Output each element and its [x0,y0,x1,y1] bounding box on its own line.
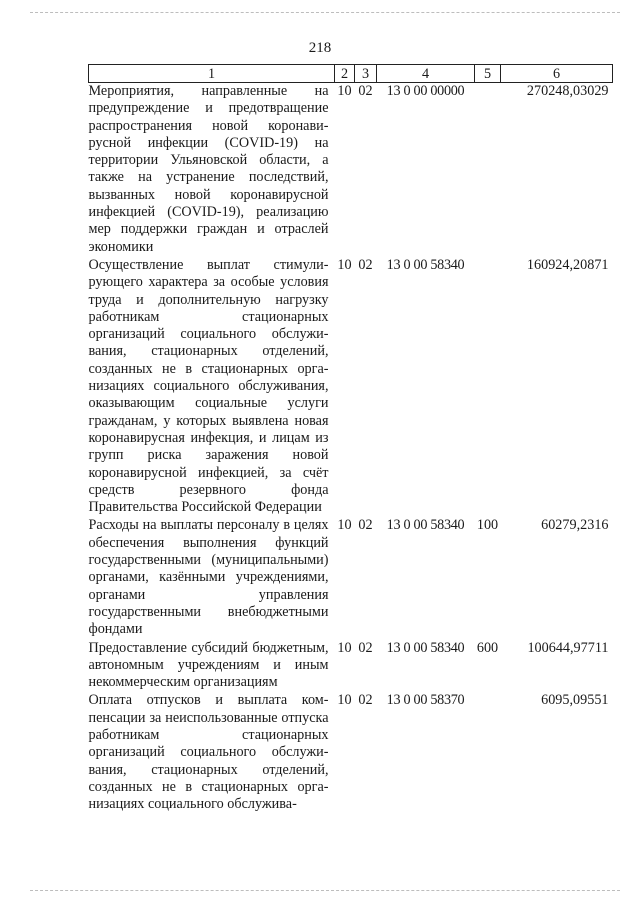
subsection-code: 02 [358,83,373,99]
amount: 6095,09551 [541,692,609,709]
subsection-code: 02 [358,692,373,709]
table-row [89,517,613,639]
column-header: 5 [475,65,501,83]
page-number: 218 [308,40,332,56]
scan-edge-top [30,12,620,13]
expense-type-code [475,83,501,257]
scan-edge-bottom [30,890,620,891]
amount: 270248,03029 [526,83,609,99]
expense-name: Осуществление выплат стимулирующего характера за особые условия труда и дополнительную нагрузку работникам стационарных организаций социального обслуживания, стационарных отделений, созданных не в стационарных организациях социального обслуживания, оказывающим социальные услуги гражданам, у которых выявлена новая коронавирусная инфекция, и лицам из групп риска заражения новой коронавирусной инфекцией, за счёт средств резервного фонда Правительства Российской Федерации [88,256,329,516]
target-article-code: 13 0 00 58340 [386,256,465,273]
section-code: 10 [337,83,352,99]
expense-type-code: 100 [476,517,499,534]
table-row [89,692,613,814]
column-header: 4 [377,65,475,83]
expense-name: Оплата отпусков и выплата компенсации за неиспользованные отпуска работникам стационарных организаций социального обслуживания, стационарных отделений, созданных не в стационарных организациях социального обслужива- [88,692,329,813]
column-header: 3 [355,65,377,83]
table-header-row [89,65,613,83]
expense-name: Предоставление субсидий бюджетным, автономным учреждениям и иным некоммерческим организациям [88,639,329,691]
section-code: 10 [337,692,352,709]
table-row [89,640,613,693]
section-code: 10 [337,639,352,656]
subsection-code: 02 [358,639,373,656]
expense-type-code: 600 [476,639,499,656]
target-article-code: 13 0 00 58340 [386,639,465,656]
target-article-code: 13 0 00 58340 [386,517,465,534]
target-article-code: 13 0 00 58370 [386,692,465,709]
section-code: 10 [337,256,352,273]
target-article-code: 13 0 00 00000 [386,83,465,99]
expense-type-code [475,692,501,814]
column-header: 2 [335,65,355,83]
budget-table [88,64,613,814]
table-row [89,83,613,257]
amount: 100644,97711 [527,639,609,656]
amount: 60279,2316 [541,517,609,534]
expense-type-code [475,257,501,517]
expense-name: Расходы на выплаты персоналу в целях обеспечения выполнения функций государственными (муниципальными) органами, казёнными учреждениями, органами управления государственными внебюджетными фондами [88,517,329,638]
section-code: 10 [337,517,352,534]
expense-name: Мероприятия, направленные на предупреждение и предотвращение распространения новой коронавирусной инфекции (COVID-19) на территории Ульяновской области, а также на устранение последствий, вызванных новой коронавирусной инфекцией (COVID-19), реализацию мер поддержки граждан и отраслей экономики [88,83,329,255]
subsection-code: 02 [358,256,373,273]
column-header: 6 [501,65,613,83]
table-row [89,257,613,517]
column-header: 1 [89,65,335,83]
subsection-code: 02 [358,517,373,534]
amount: 160924,20871 [526,256,609,273]
